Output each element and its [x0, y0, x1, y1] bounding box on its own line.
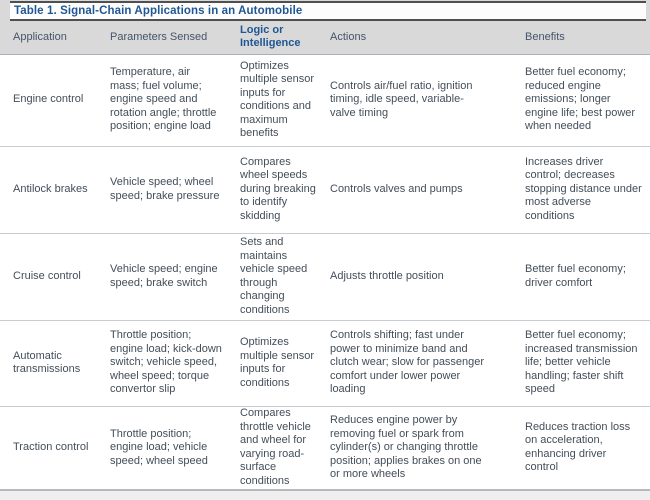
- cell-benefits: Better fuel economy; reduced engine emissions; longer engine life; best power when needed: [525, 66, 636, 133]
- cell-actions: Reduces engine power by removing fuel or spark from cylinder(s) or changing throttle position; applies brakes on one or more wheels: [330, 414, 482, 480]
- cell-logic: Sets and maintains vehicle speed through changing conditions: [240, 236, 308, 316]
- table-title-bar: [10, 1, 646, 21]
- table-row-engine-control: [0, 54, 650, 146]
- cell-parameters: Throttle position; engine load; kick-down switch; vehicle speed, wheel speed; torque convertor slip: [110, 329, 222, 396]
- cell-logic: Optimizes multiple sensor inputs for conditions and maximum benefits: [240, 59, 314, 139]
- cell-actions: Adjusts throttle position: [330, 269, 444, 282]
- cell-parameters: Temperature, air mass; fuel volume; engine speed and rotation angle; throttle position; engine load: [110, 66, 217, 133]
- cell-application: Traction control: [13, 441, 89, 453]
- cell-benefits: Better fuel economy; increased transmission life; better vehicle handling; faster shift speed: [525, 329, 638, 396]
- cell-application: Antilock brakes: [13, 182, 88, 195]
- cell-benefits: Reduces traction loss on acceleration, enhancing driver control: [525, 420, 631, 474]
- cell-application: Engine control: [13, 93, 84, 106]
- cell-actions: Controls air/fuel ratio, ignition timing, idle speed, variable-valve timing: [330, 79, 473, 119]
- table-row-cruise-control: [0, 233, 650, 320]
- cell-actions: Controls valves and pumps: [330, 182, 463, 195]
- table-row-automatic-transmissions: [0, 320, 650, 406]
- page-margin-bottom: [0, 491, 650, 500]
- cell-benefits: Increases driver control; decreases stopping distance under most adverse conditions: [525, 155, 642, 222]
- header-row: [0, 21, 650, 54]
- signal-chain-table: [0, 21, 650, 491]
- cell-parameters: Vehicle speed; engine speed; brake switch: [110, 263, 218, 289]
- col-header-parameters: Parameters Sensed: [110, 30, 208, 43]
- col-header-actions: Actions: [330, 30, 367, 43]
- col-header-logic: Logic or Intelligence: [240, 23, 301, 50]
- cell-application: Cruise control: [13, 269, 81, 282]
- table-title: Table 1. Signal-Chain Applications in an Automobile: [14, 5, 303, 17]
- cell-parameters: Vehicle speed; wheel speed; brake pressure: [110, 176, 220, 202]
- cell-benefits: Better fuel economy; driver comfort: [525, 263, 626, 289]
- cell-actions: Controls shifting; fast under power to minimize band and clutch wear; slow for passenger comfort under lower power loading: [330, 329, 485, 396]
- col-header-benefits: Benefits: [525, 30, 565, 43]
- cell-application: Automatic transmissions: [13, 349, 81, 375]
- table-row-antilock-brakes: [0, 146, 650, 233]
- cell-logic: Optimizes multiple sensor inputs for conditions: [240, 336, 314, 389]
- cell-logic: Compares wheel speeds during breaking to identify skidding: [240, 155, 316, 222]
- table-row-traction-control: [0, 406, 650, 490]
- cell-parameters: Throttle position; engine load; vehicle speed; wheel speed: [110, 427, 208, 467]
- col-header-application: Application: [13, 30, 67, 43]
- cell-logic: Compares throttle vehicle and wheel for varying road-surface conditions: [240, 407, 311, 487]
